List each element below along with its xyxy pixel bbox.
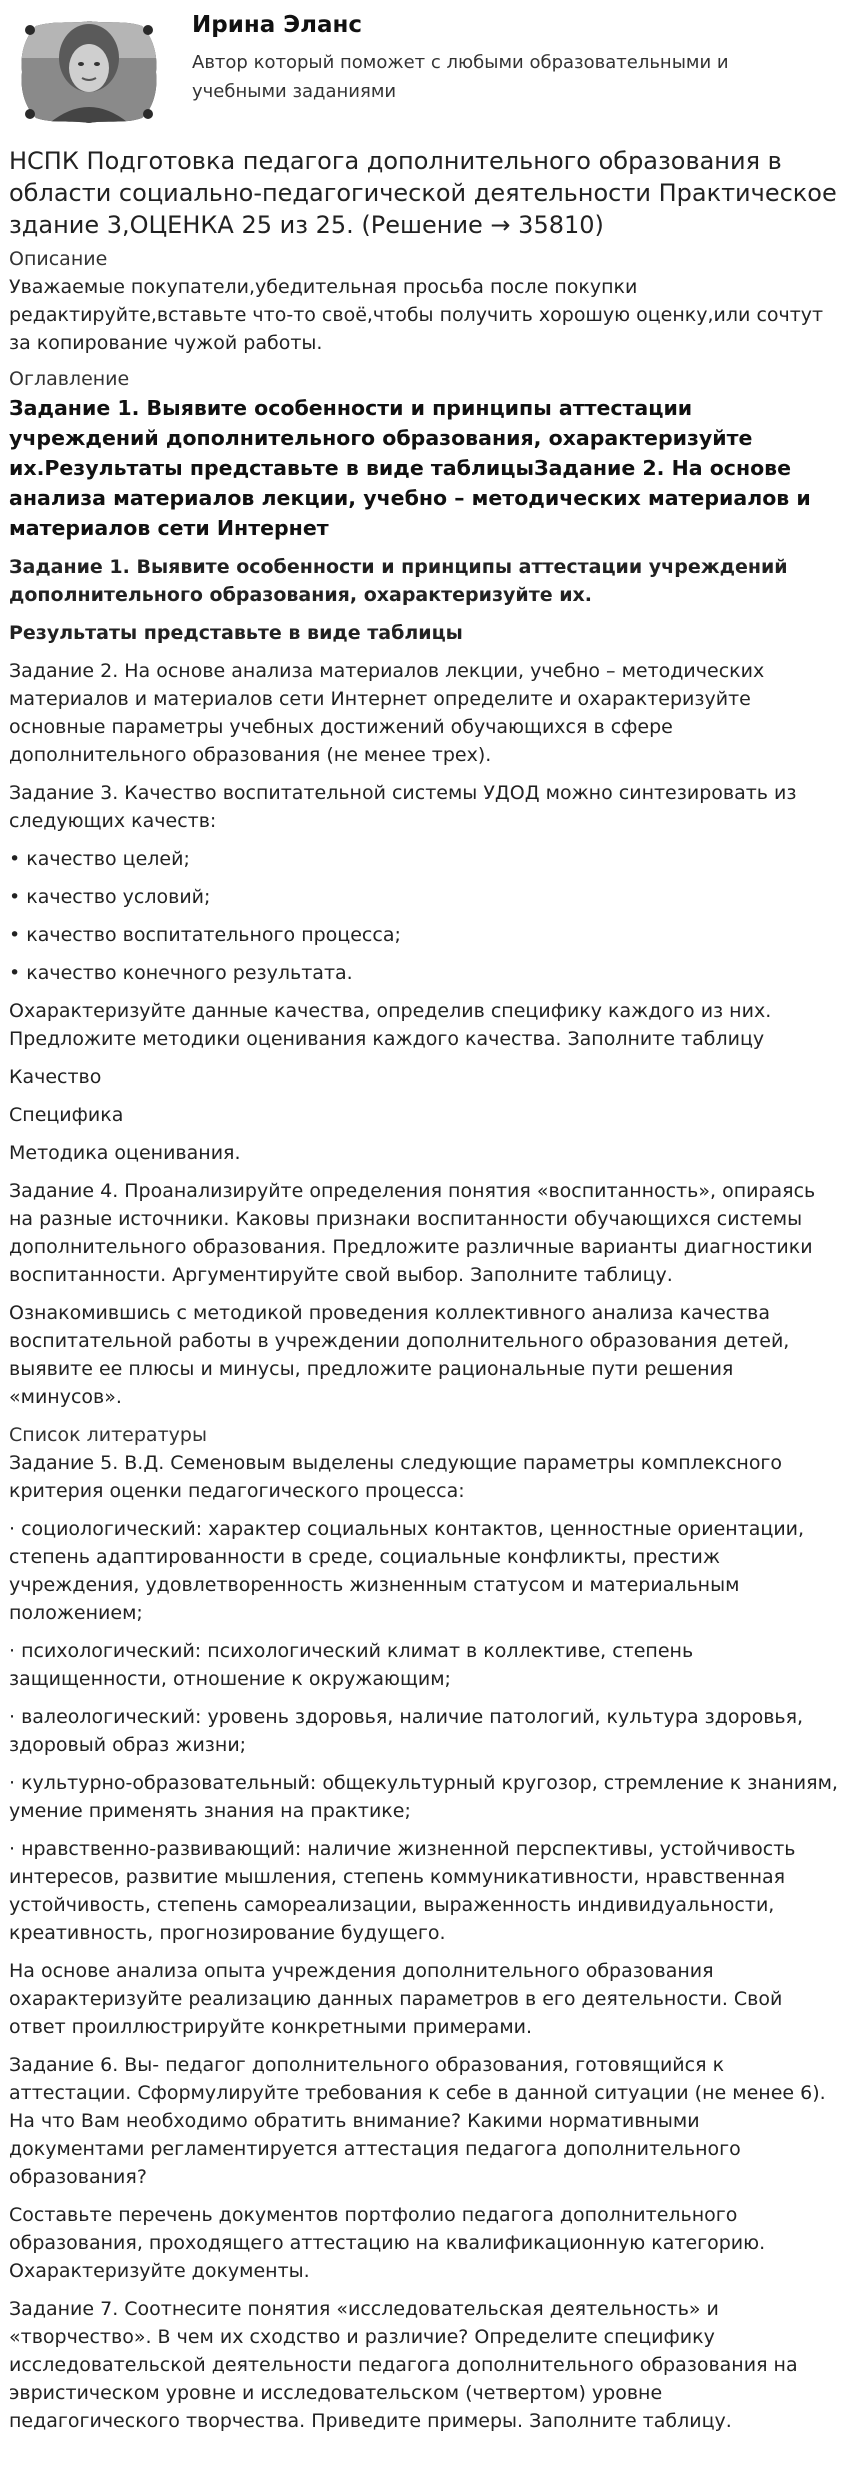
page-title: НСПК Подготовка педагога дополнительного образования в области социально-педагогической деятельности Практическое здание 3,ОЦЕНКА 25 из 25. (Решение → 35810)	[9, 147, 837, 239]
task-6-text: Задание 6. Вы- педагог дополнительного образования, готовящийся к аттестации. Сформулируйте требования к себе в данной ситуации (не менее 6). На что Вам необходимо обратить внимание? Какими нормативными документами регламентируется аттестация педагога дополнительного образования?	[9, 2054, 826, 2188]
description-text: Уважаемые покупатели,убедительная просьба после покупки редактируйте,вставьте что-то своё,чтобы получить хорошую оценку,или сочтут за копирование чужой работы.	[9, 276, 824, 354]
task-1-heading: Задание 1. Выявите особенности и принципы аттестации учреждений дополнительного образования, охарактеризуйте их.	[9, 556, 788, 606]
criteria-item: · валеологический: уровень здоровья, наличие патологий, культура здоровья, здоровый образ жизни;	[9, 1706, 804, 1756]
analysis-text: Ознакомившись с методикой проведения коллективного анализа качества воспитательной работы в учреждении дополнительного образования детей, выявите ее плюсы и минусы, предложите рациональные пути решения «минусов».	[9, 1302, 790, 1408]
criteria-item: · психологический: психологический климат в коллективе, степень защищенности, отношение к окружающим;	[9, 1640, 694, 1690]
list-item: • качество условий;	[9, 886, 211, 908]
author-name[interactable]: Ирина Эланс	[192, 12, 363, 38]
author-card	[9, 0, 838, 135]
author-avatar[interactable]	[16, 18, 162, 126]
task-1-subheading: Результаты представьте в виде таблицы	[9, 622, 463, 644]
task-5-text: Задание 5. В.Д. Семеновым выделены следующие параметры комплексного критерия оценки педагогического процесса:	[9, 1452, 783, 1502]
table-header-specifics: Специфика	[9, 1104, 124, 1126]
toc-text: Задание 1. Выявите особенности и принципы аттестации учреждений дополнительного образования, охарактеризуйте их.Результаты представьте в виде таблицыЗадание 2. На основе анализа материалов лекции, учебно – методических материалов и материалов сети Интернет	[9, 396, 811, 540]
description-label: Описание	[9, 248, 108, 270]
task-3-text: Задание 3. Качество воспитательной системы УДОД можно синтезировать из следующих качеств:	[9, 782, 797, 832]
task-5-instructions: На основе анализа опыта учреждения дополнительного образования охарактеризуйте реализацию данных параметров в его деятельности. Свой ответ проиллюстрируйте конкретными примерами.	[9, 1960, 783, 2038]
table-header-quality: Качество	[9, 1066, 102, 1088]
list-item: • качество воспитательного процесса;	[9, 924, 401, 946]
criteria-item: · культурно-образовательный: общекультурный кругозор, стремление к знаниям, умение применять знания на практике;	[9, 1772, 838, 1822]
task-7-text: Задание 7. Соотнесите понятия «исследовательская деятельность» и «творчество». В чем их сходство и различие? Определите специфику исследовательской деятельности педагога дополнительного образования на эвристическом уровне и исследовательском (четвертом) уровне педагогического творчества. Приведите примеры. Заполните таблицу.	[9, 2298, 798, 2432]
criteria-item: · социологический: характер социальных контактов, ценностные ориентации, степень адаптированности в среде, социальные конфликты, престиж учреждения, удовлетворенность жизненным статусом и материальным положением;	[9, 1518, 805, 1624]
literature-label: Список литературы	[9, 1424, 207, 1446]
toc-label: Оглавление	[9, 368, 130, 390]
list-item: • качество конечного результата.	[9, 962, 353, 984]
list-item: • качество целей;	[9, 848, 190, 870]
task-4-text: Задание 4. Проанализируйте определения понятия «воспитанность», опираясь на разные источники. Каковы признаки воспитанности обучающихся системы дополнительного образования. Предложите различные варианты диагностики воспитанности. Аргументируйте свой выбор. Заполните таблицу.	[9, 1180, 816, 1286]
task-2-text: Задание 2. На основе анализа материалов лекции, учебно – методических материалов и материалов сети Интернет определите и охарактеризуйте основные параметры учебных достижений обучающихся в сфере дополнительного образования (не менее трех).	[9, 660, 765, 766]
author-description: Автор который поможет с любыми образовательными и учебными заданиями	[192, 52, 729, 102]
table-header-method: Методика оценивания.	[9, 1142, 241, 1164]
portfolio-text: Составьте перечень документов портфолио педагога дополнительного образования, проходящего аттестацию на квалификационную категорию. Охарактеризуйте документы.	[9, 2204, 766, 2282]
criteria-item: · нравственно-развивающий: наличие жизненной перспективы, устойчивость интересов, развитие мышления, степень коммуникативности, нравственная устойчивость, степень самореализации, выраженность индивидуальности, креативность, прогнозирование будущего.	[9, 1838, 796, 1944]
task-3-instructions: Охарактеризуйте данные качества, определив специфику каждого из них. Предложите методики оценивания каждого качества. Заполните таблицу	[9, 1000, 772, 1050]
